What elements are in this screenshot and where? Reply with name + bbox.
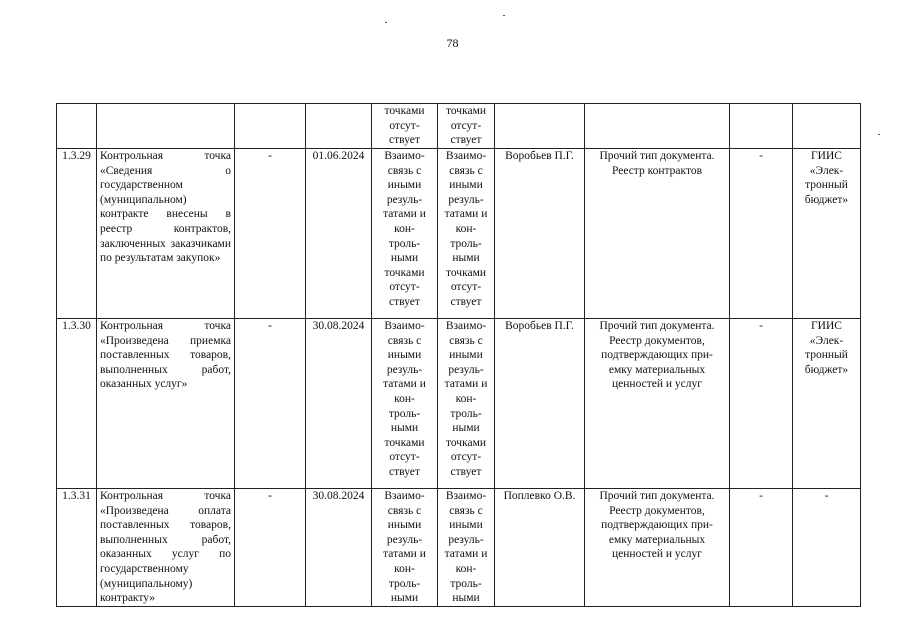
cell-dash: - [235, 489, 306, 607]
cell-document-type: Прочий тип документа. Реестр документов, подтверждающих при- емку материальных ценностей и услуг [585, 489, 730, 607]
table-row-continuation [57, 104, 861, 149]
cell-linkage-results: Взаимо- связь с иными резуль- татами и кон- троль- ными точками отсут- ствует [372, 149, 438, 319]
cell-empty [57, 104, 97, 149]
cell-empty [495, 104, 585, 149]
cell-responsible: Воробьев П.Г. [495, 319, 585, 489]
cell-information-system: ГИИС «Элек- тронный бюджет» [793, 319, 861, 489]
control-points-table [56, 103, 861, 607]
cell-linkage-checkpoints: Взаимо- связь с иными резуль- татами и кон- троль- ными [438, 489, 495, 607]
cell-checkpoint-text: Контрольная точка «Произведена приемка поставленных товаров, выполненных работ, оказанных услуг» [97, 319, 235, 489]
cell-information-system: - [793, 489, 861, 607]
scan-speck [878, 134, 880, 135]
cell-checkpoint-text: Контрольная точка «Сведения о государственном (муниципальном) контракте внесены в реестр контрактов, заключенных заказчиками по результатам закупок» [97, 149, 235, 319]
table-row [57, 149, 861, 319]
cell-number: 1.3.31 [57, 489, 97, 607]
table-row [57, 489, 861, 607]
cell-empty [235, 104, 306, 149]
cell-linkage-results: Взаимо- связь с иными резуль- татами и кон- троль- ными [372, 489, 438, 607]
cell-linkage-results: точками отсут- ствует [372, 104, 438, 149]
cell-number: 1.3.30 [57, 319, 97, 489]
cell-empty [585, 104, 730, 149]
cell-responsible: Воробьев П.Г. [495, 149, 585, 319]
cell-dash: - [235, 319, 306, 489]
scan-speck [385, 22, 387, 23]
cell-document-type: Прочий тип документа. Реестр документов, подтверждающих при- емку материальных ценностей и услуг [585, 319, 730, 489]
scan-speck [503, 15, 505, 16]
cell-date: 01.06.2024 [306, 149, 372, 319]
cell-information-system: ГИИС «Элек- тронный бюджет» [793, 149, 861, 319]
cell-dash: - [730, 489, 793, 607]
cell-number: 1.3.29 [57, 149, 97, 319]
cell-linkage-checkpoints: точками отсут- ствует [438, 104, 495, 149]
cell-linkage-results: Взаимо- связь с иными резуль- татами и кон- троль- ными точками отсут- ствует [372, 319, 438, 489]
table-row [57, 319, 861, 489]
page-number: 78 [446, 36, 459, 50]
cell-empty [793, 104, 861, 149]
cell-linkage-checkpoints: Взаимо- связь с иными резуль- татами и кон- троль- ными точками отсут- ствует [438, 149, 495, 319]
cell-linkage-checkpoints: Взаимо- связь с иными резуль- татами и кон- троль- ными точками отсут- ствует [438, 319, 495, 489]
cell-date: 30.08.2024 [306, 489, 372, 607]
cell-date: 30.08.2024 [306, 319, 372, 489]
cell-dash: - [235, 149, 306, 319]
cell-responsible: Поплевко О.В. [495, 489, 585, 607]
cell-empty [306, 104, 372, 149]
cell-empty [97, 104, 235, 149]
cell-document-type: Прочий тип документа. Реестр контрактов [585, 149, 730, 319]
cell-dash: - [730, 319, 793, 489]
cell-checkpoint-text: Контрольная точка «Произведена оплата поставленных товаров, выполненных работ, оказанных услуг по государственному (муниципальному) контракту» [97, 489, 235, 607]
cell-empty [730, 104, 793, 149]
cell-dash: - [730, 149, 793, 319]
